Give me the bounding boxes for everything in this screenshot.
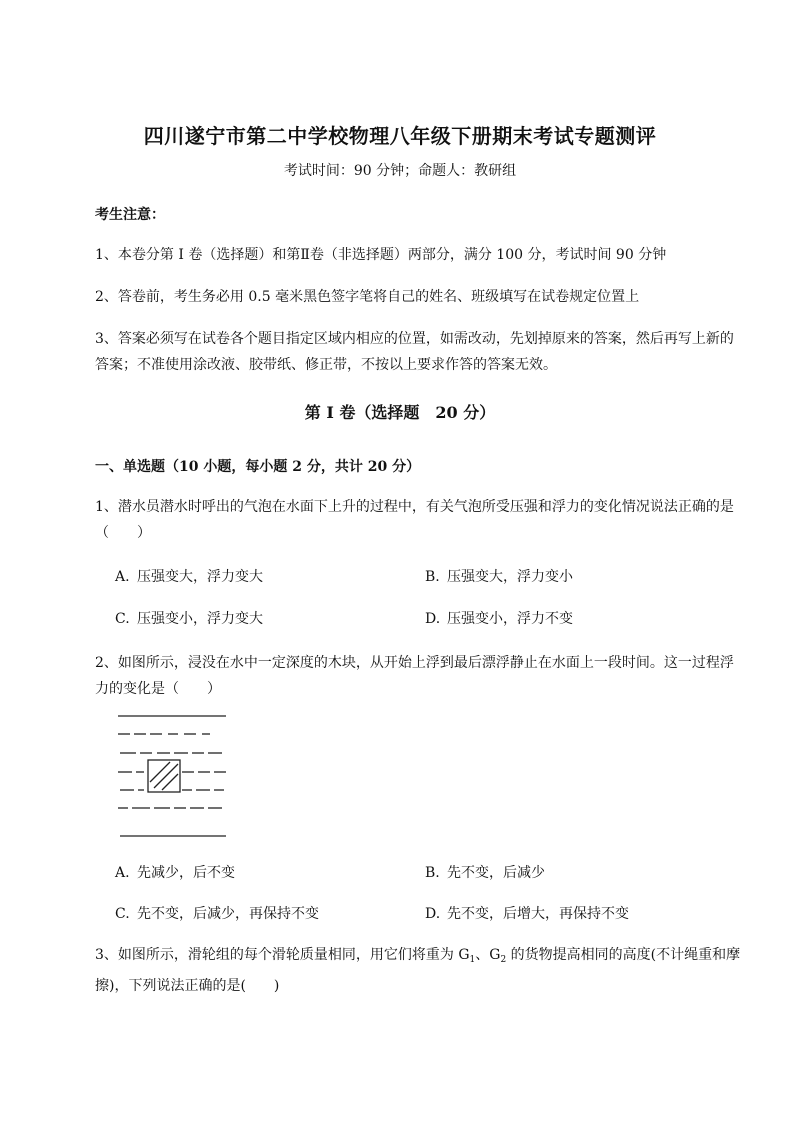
option-text: 先不变，后增大，再保持不变	[447, 906, 629, 922]
question-1-stem: 1、潜水员潜水时呼出的气泡在水面下上升的过程中，有关气泡所受压强和浮力的变化情况说法正确的是（ ）	[95, 499, 734, 541]
notice-item-3: 3、答案必须写在试卷各个题目指定区域内相应的位置，如需改动，先划掉原来的答案，然后再写上新的答案；不准使用涂改液、胶带纸、修正带，不按以上要求作答的答案无效。	[95, 331, 734, 373]
q1-option-c[interactable]	[115, 608, 263, 628]
q2-option-d[interactable]	[425, 903, 629, 923]
q1-option-a[interactable]	[115, 566, 263, 586]
option-text: 先不变，后减少	[447, 865, 545, 881]
option-label: D.	[425, 906, 441, 922]
q1-option-b[interactable]	[425, 566, 573, 586]
option-label: B.	[425, 865, 440, 881]
question-3-stem	[95, 942, 745, 999]
exam-subtitle: 考试时间：90 分钟；命题人：教研组	[283, 163, 517, 179]
option-label: A.	[115, 569, 130, 585]
q3-separator: 、	[475, 947, 490, 963]
option-text: 压强变小，浮力变大	[137, 611, 263, 627]
part-title: 一、单选题（10 小题，每小题 2 分，共计 20 分）	[95, 459, 421, 475]
option-label: C.	[115, 611, 130, 627]
q2-option-b[interactable]	[425, 862, 545, 882]
q2-option-a[interactable]	[115, 862, 235, 882]
question-2-stem: 2、如图所示，浸没在水中一定深度的木块，从开始上浮到最后漂浮静止在水面上一段时间。这一过程浮力的变化是（ ）	[95, 655, 734, 697]
notice-item-2: 2、答卷前，考生务必用 0.5 毫米黑色签字笔将自己的姓名、班级填写在试卷规定位置上	[95, 289, 640, 305]
option-label: D.	[425, 611, 441, 627]
q2-option-c[interactable]	[115, 903, 319, 923]
q1-option-d[interactable]	[425, 608, 573, 628]
option-text: 先不变，后减少，再保持不变	[137, 906, 319, 922]
g1-subscript: 1	[469, 955, 476, 965]
q3-stem-end: 的货物提高相同的高度(不计绳重和摩擦)，下列说法正确的是( )	[95, 947, 741, 994]
q3-stem-start: 3、如图所示，滑轮组的每个滑轮质量相同，用它们将重为	[95, 947, 459, 963]
g2-symbol: G	[489, 947, 501, 963]
section-title: 第 I 卷（选择题 20 分）	[304, 403, 496, 422]
option-label: B.	[425, 569, 440, 585]
option-text: 先减少，后不变	[137, 865, 235, 881]
option-label: C.	[115, 906, 130, 922]
exam-title: 四川遂宁市第二中学校物理八年级下册期末考试专题测评	[143, 124, 657, 148]
g2-subscript: 2	[500, 955, 507, 965]
option-text: 压强变小，浮力不变	[447, 611, 573, 627]
water-block-diagram	[112, 708, 232, 844]
option-label: A.	[115, 865, 130, 881]
notice-item-1: 1、本卷分第 I 卷（选择题）和第Ⅱ卷（非选择题）两部分，满分 100 分，考试时间 90 分钟	[95, 247, 667, 263]
g1-symbol: G	[458, 947, 470, 963]
option-text: 压强变大，浮力变小	[447, 569, 573, 585]
notice-heading: 考生注意：	[95, 207, 165, 223]
option-text: 压强变大，浮力变大	[137, 569, 263, 585]
